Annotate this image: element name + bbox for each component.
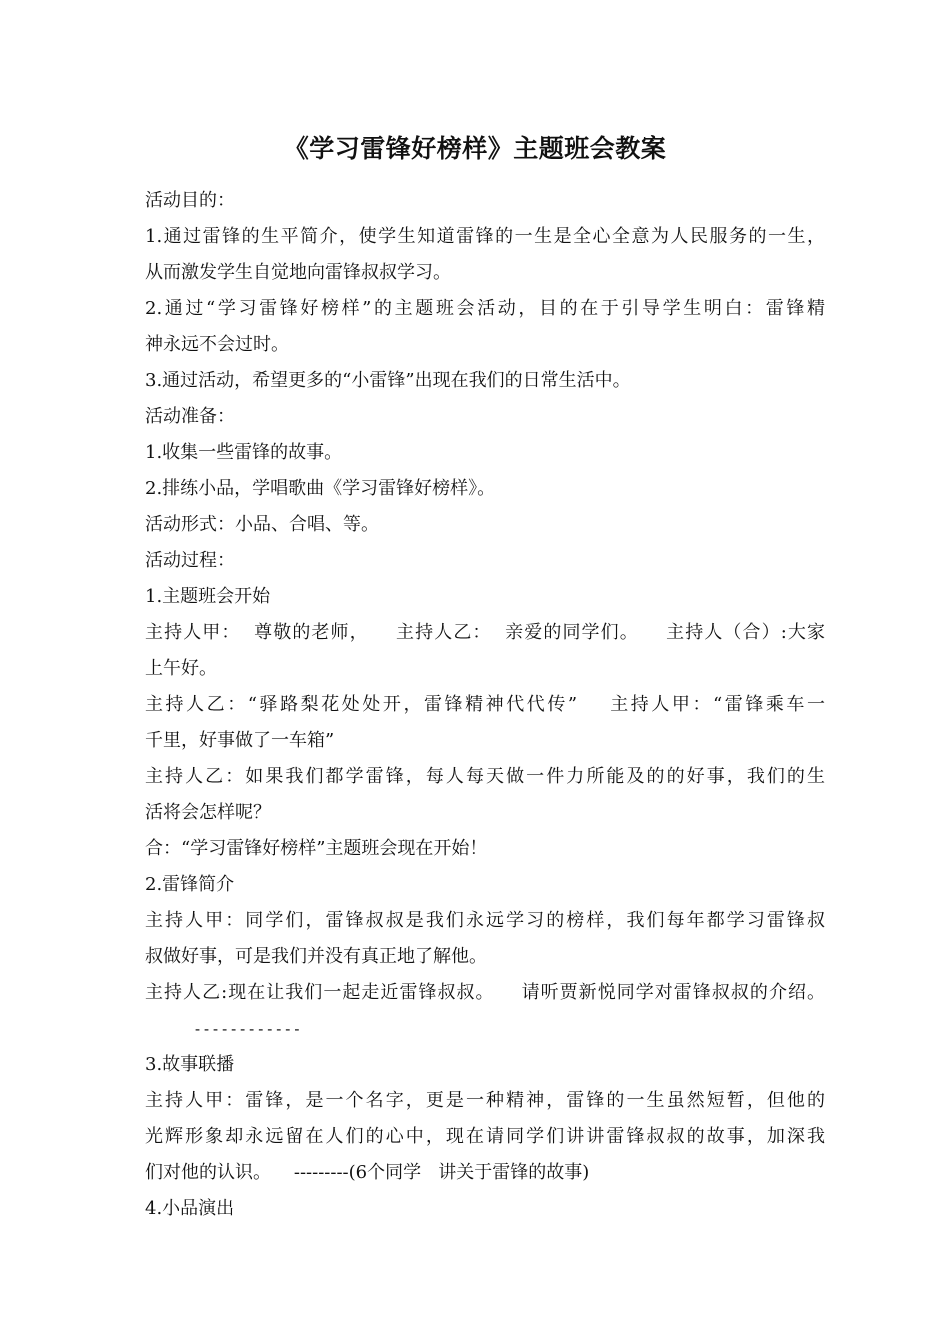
paragraph-line: 主持人乙：如果我们都学雷锋，每人每天做一件力所能及的的好事，我们的生 <box>145 766 825 787</box>
paragraph-line: 1.通过雷锋的生平简介，使学生知道雷锋的一生是全心全意为人民服务的一生， <box>145 226 825 247</box>
paragraph-line: 2.排练小品，学唱歌曲《学习雷锋好榜样》。 <box>145 478 496 499</box>
paragraph-line: 1.收集一些雷锋的故事。 <box>145 442 343 463</box>
paragraph-line: 们对他的认识。 ---------(6个同学 讲关于雷锋的故事) <box>145 1162 590 1183</box>
paragraph-line: 合：“学习雷锋好榜样”主题班会现在开始！ <box>145 838 488 859</box>
paragraph-line: 叔做好事，可是我们并没有真正地了解他。 <box>145 946 487 967</box>
subsection-heading: 1.主题班会开始 <box>145 586 271 607</box>
paragraph-line: 主持人乙:现在让我们一起走近雷锋叔叔。 请听贾新悦同学对雷锋叔叔的介绍。 <box>145 982 825 1003</box>
paragraph-line: 3.通过活动，希望更多的“小雷锋”出现在我们的日常生活中。 <box>145 370 631 391</box>
document-title: 《学习雷锋好榜样》主题班会教案 <box>283 134 667 163</box>
paragraph-line: 主持人乙：“驿路梨花处处开，雷锋精神代代传” 主持人甲：“雷锋乘车一 <box>145 694 825 715</box>
section-heading-purpose: 活动目的： <box>145 190 235 211</box>
section-heading-preparation: 活动准备： <box>145 406 235 427</box>
dash-separator: ------------ <box>193 1020 302 1038</box>
subsection-heading: 2.雷锋简介 <box>145 874 235 895</box>
paragraph-line: 光辉形象却永远留在人们的心中，现在请同学们讲讲雷锋叔叔的故事，加深我 <box>145 1126 825 1147</box>
subsection-heading: 3.故事联播 <box>145 1054 235 1075</box>
paragraph-line: 从而激发学生自觉地向雷锋叔叔学习。 <box>145 262 451 283</box>
document-body <box>145 183 825 1227</box>
paragraph-line: 2.通过“学习雷锋好榜样”的主题班会活动，目的在于引导学生明白：雷锋精 <box>145 298 825 319</box>
paragraph-line: 主持人甲： 尊敬的老师， 主持人乙： 亲爱的同学们。 主持人（合）:大家 <box>145 622 825 643</box>
paragraph-line: 主持人甲：雷锋，是一个名字，更是一种精神，雷锋的一生虽然短暂，但他的 <box>145 1090 825 1111</box>
paragraph-line: 上午好。 <box>145 658 217 679</box>
paragraph-line: 主持人甲：同学们，雷锋叔叔是我们永远学习的榜样，我们每年都学习雷锋叔 <box>145 910 825 931</box>
section-heading-process: 活动过程： <box>145 550 235 571</box>
paragraph-line: 千里，好事做了一车箱” <box>145 730 335 751</box>
paragraph-line: 活将会怎样呢？ <box>145 802 271 823</box>
subsection-heading: 4.小品演出 <box>145 1198 235 1219</box>
section-heading-format: 活动形式：小品、合唱、等。 <box>145 514 379 535</box>
paragraph-line: 神永远不会过时。 <box>145 334 289 355</box>
